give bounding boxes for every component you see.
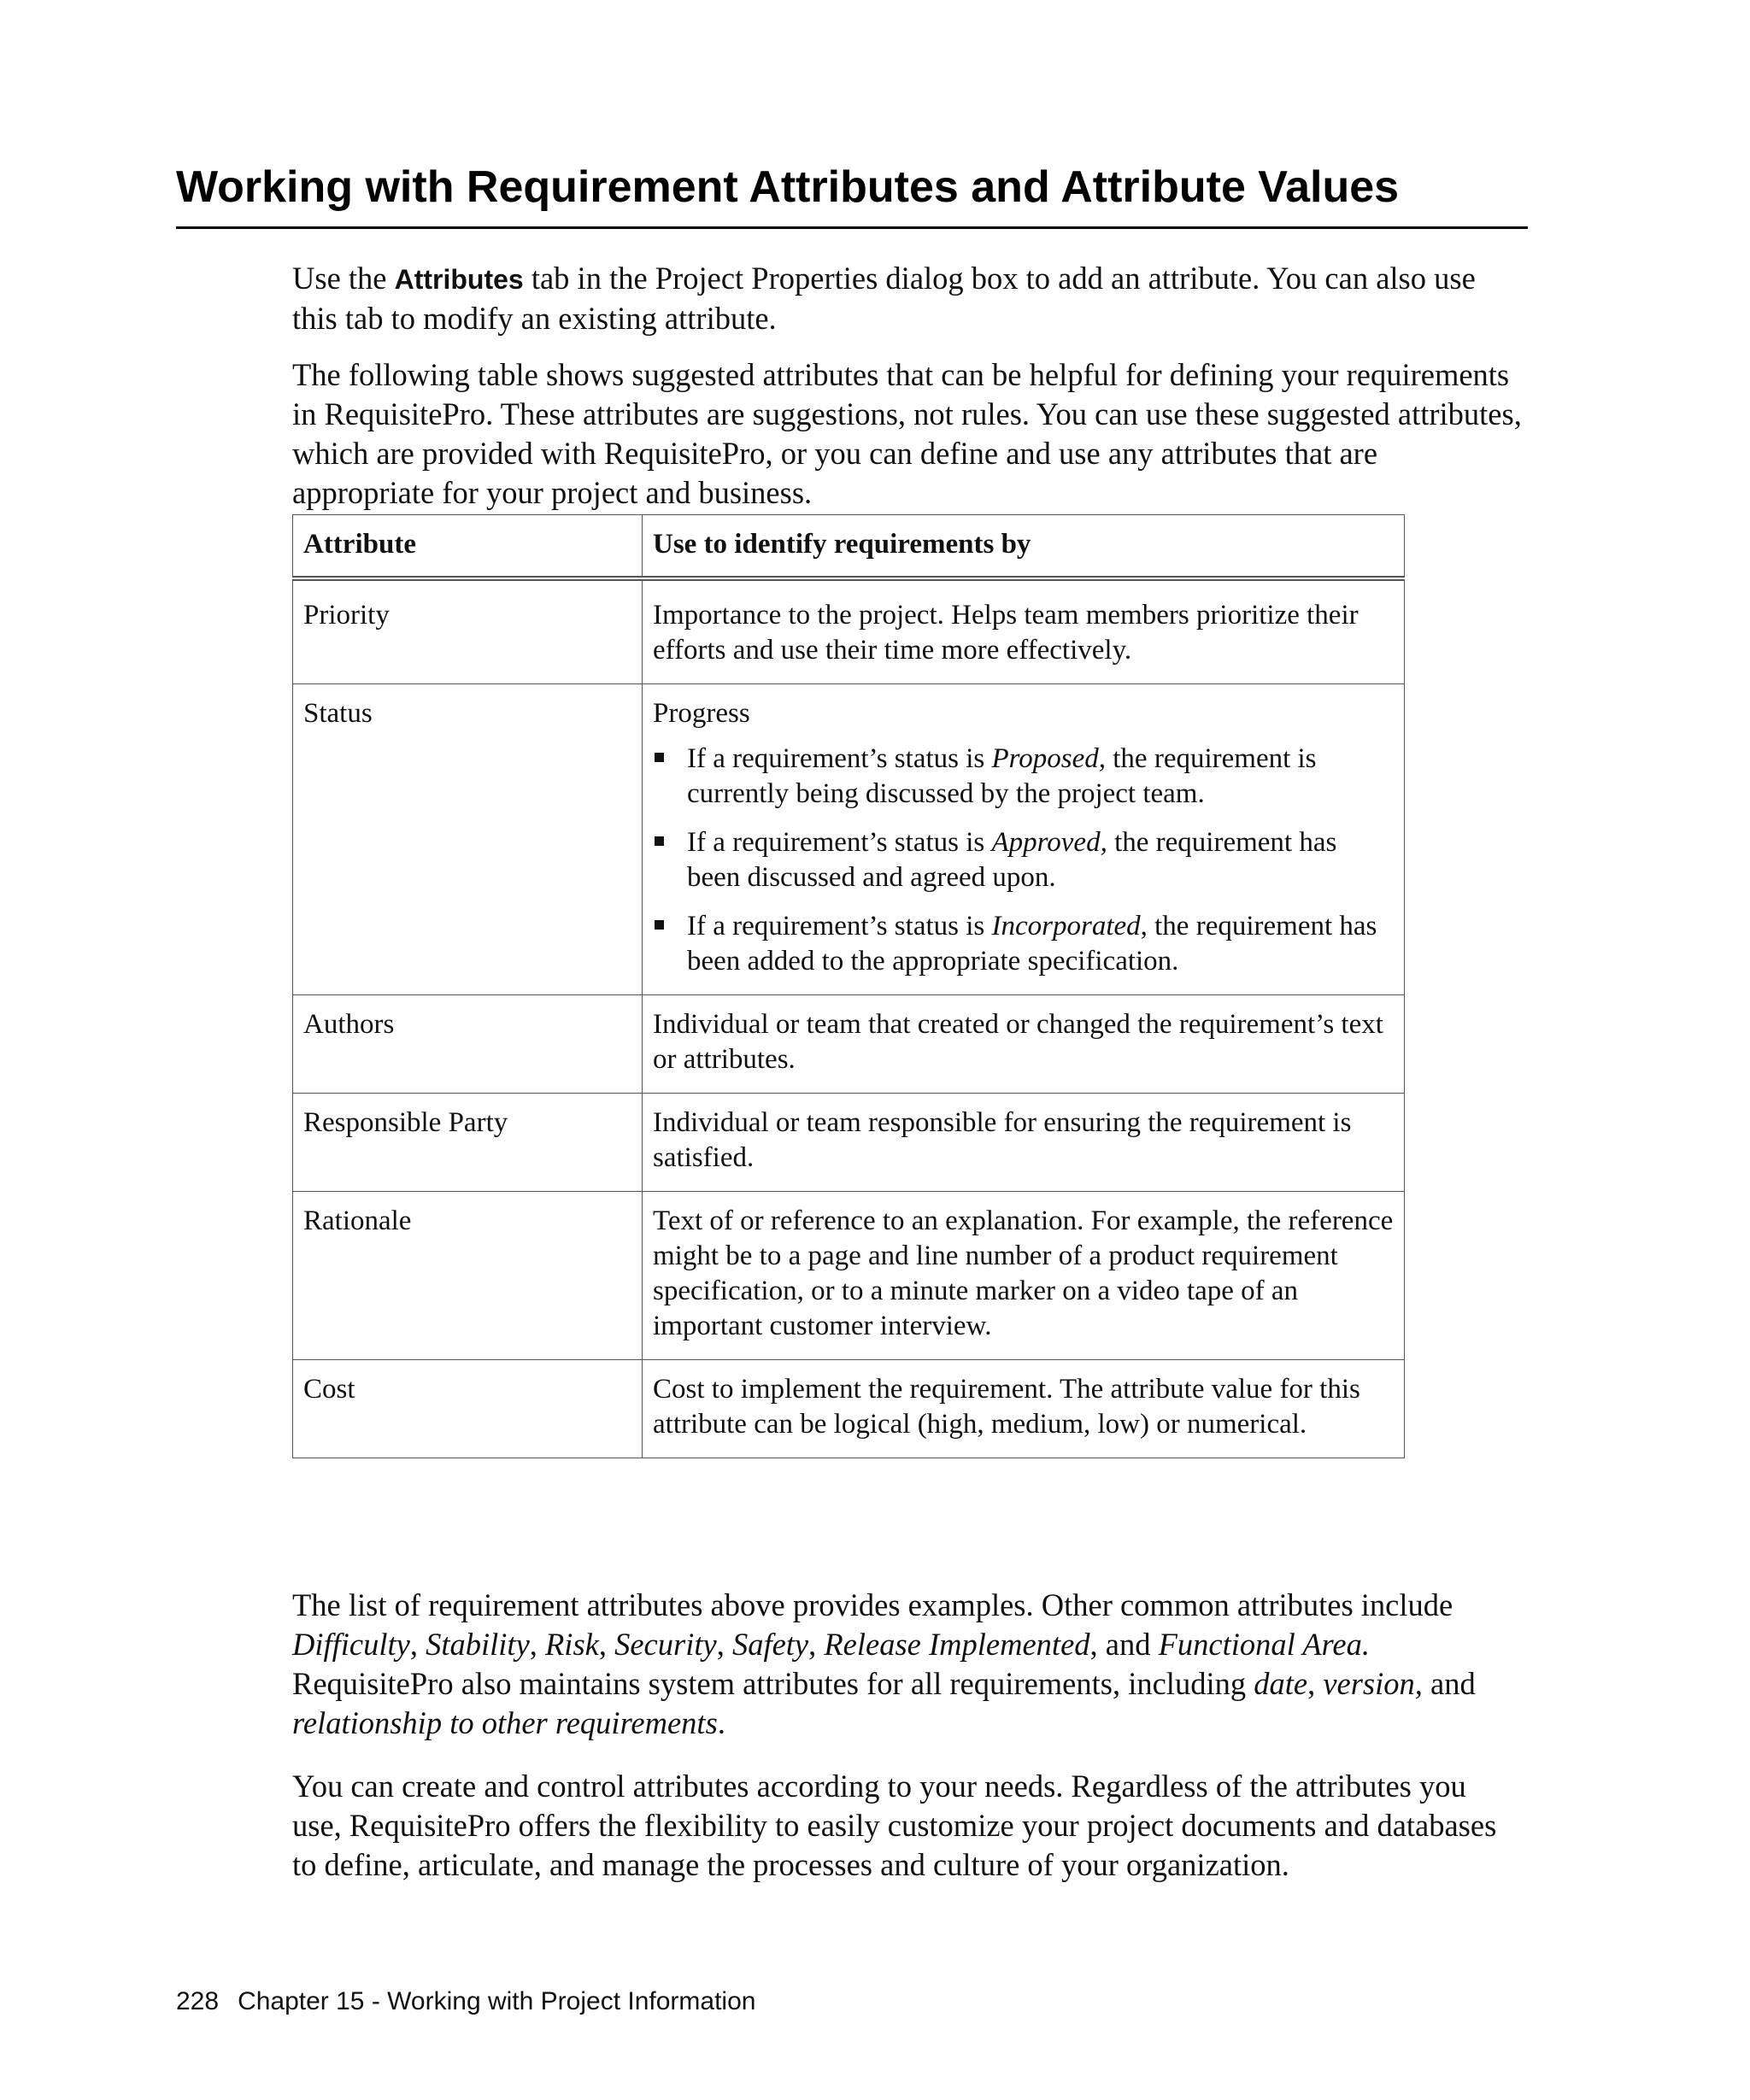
text-run: , (409, 1627, 426, 1662)
attribute-name: Difficulty (292, 1627, 410, 1662)
attribute-name: Risk (545, 1627, 599, 1662)
text-run: The list of requirement attributes above provides examples. Other common attributes include (292, 1587, 1453, 1622)
text-run: RequisitePro also maintains system attributes for all requirements, including (292, 1666, 1254, 1701)
description-cell: Individual or team responsible for ensuring the requirement is satisfied. (643, 1094, 1405, 1192)
header-use-to-identify: Use to identify requirements by (643, 515, 1405, 579)
description-cell: Importance to the project. Helps team members prioritize their efforts and use their time more effectively. (643, 578, 1405, 684)
bullet-text: If a requirement’s status is (687, 743, 992, 774)
table-intro-paragraph: The following table shows suggested attributes that can be helpful for defining your requirements in RequisitePro. These attributes are suggestions, not rules. You can use these suggested attributes, which are provided with RequisitePro, or you can define and use any attributes that are appropriate for your project and business. (292, 357, 1522, 510)
page-number: 228 (176, 1987, 220, 2015)
system-attribute-name: relationship to other requirements (292, 1705, 718, 1740)
attribute-name: Functional Area. (1158, 1627, 1370, 1662)
description-cell: Individual or team that created or changed the requirement’s text or attributes. (643, 995, 1405, 1094)
attribute-name: Release Implemented (824, 1627, 1090, 1662)
text-run: , (716, 1627, 732, 1662)
square-bullet-icon (655, 920, 664, 930)
other-attributes-paragraph (292, 1586, 1523, 1743)
customize-paragraph: You can create and control attributes according to your needs. Regardless of the attributes you use, RequisitePro offers the flexibility to easily customize your project documents and databases to define, articulate, and manage the processes and culture of your organization. (292, 1769, 1497, 1882)
status-description: Progress (653, 698, 750, 729)
system-attribute-name: date (1254, 1666, 1308, 1701)
table-header-row (293, 515, 1405, 579)
system-attribute-name: version, (1323, 1666, 1423, 1701)
attribute-cell: Rationale (293, 1192, 643, 1360)
status-bullet-list (653, 742, 1395, 979)
text-run: , (808, 1627, 825, 1662)
page-footer (176, 1987, 755, 2016)
attribute-name: Stability (426, 1627, 530, 1662)
text-run: , (598, 1627, 615, 1662)
table-row (293, 995, 1405, 1094)
text-run: , (1307, 1666, 1324, 1701)
bullet-text: the requirement is currently being discussed by the project team. (687, 743, 1317, 809)
attributes-table (292, 514, 1405, 1458)
intro-paragraph (292, 259, 1523, 338)
text-run: , (529, 1627, 546, 1662)
chapter-title: Chapter 15 - Working with Project Information (238, 1987, 756, 2015)
bullet-text: If a requirement’s status is (687, 827, 992, 858)
table-row (293, 1360, 1405, 1458)
square-bullet-icon (655, 836, 664, 846)
text-run: and (1422, 1666, 1476, 1701)
bullet-text: the requirement has been discussed and agreed upon. (687, 827, 1337, 893)
heading-rule (176, 226, 1528, 229)
header-attribute: Attribute (293, 515, 643, 579)
text-run: , and (1089, 1627, 1159, 1662)
attribute-cell: Authors (293, 995, 643, 1094)
description-cell: Cost to implement the requirement. The attribute value for this attribute can be logical (high, medium, low) or numerical. (643, 1360, 1405, 1458)
list-item (653, 909, 1395, 979)
description-cell (643, 684, 1405, 995)
list-item (653, 742, 1395, 812)
table-row (293, 578, 1405, 684)
table-row (293, 1192, 1405, 1360)
intro-pre: Use the (292, 261, 395, 296)
intro-post: tab in the Project Properties dialog box to add an attribute. You can also use this tab to modify an existing attribute. (292, 261, 1476, 336)
table-row (293, 684, 1405, 995)
status-value: Incorporated (991, 911, 1141, 941)
bullet-text: If a requirement’s status is (687, 911, 992, 941)
text-run: . (717, 1705, 725, 1740)
table-row (293, 1094, 1405, 1192)
attribute-name: Security (614, 1627, 717, 1662)
list-item (653, 825, 1395, 895)
bullet-text: , the requirement has been added to the appropriate specification. (687, 911, 1377, 977)
attribute-cell: Priority (293, 578, 643, 684)
page-heading: Working with Requirement Attributes and Attribute Values (176, 162, 1400, 212)
status-value: Proposed, (991, 743, 1107, 774)
attribute-cell: Status (293, 684, 643, 995)
attribute-cell: Cost (293, 1360, 643, 1458)
square-bullet-icon (655, 753, 664, 762)
attribute-cell: Responsible Party (293, 1094, 643, 1192)
description-cell: Text of or reference to an explanation. For example, the reference might be to a page and line number of a product requirement specification, or to a minute marker on a video tape of an important customer interview. (643, 1192, 1405, 1360)
attribute-name: Safety (731, 1627, 809, 1662)
status-value: Approved, (991, 827, 1107, 858)
attributes-tab-name: Attributes (394, 264, 524, 295)
